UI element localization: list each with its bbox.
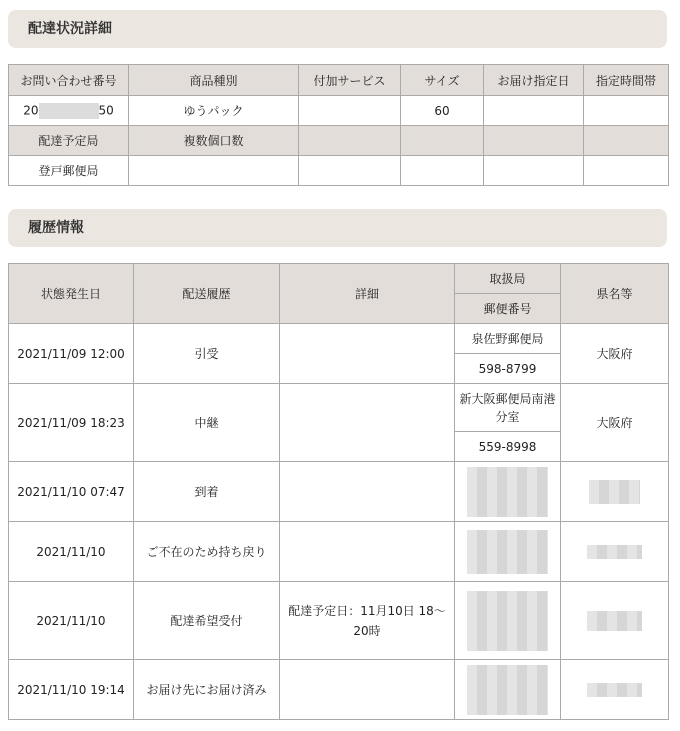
header-delivery-date: お届け指定日 — [484, 65, 584, 96]
delivery-history: 引受 — [134, 324, 280, 384]
delivery-office-value: 登戸郵便局 — [9, 156, 129, 186]
product-type-value: ゆうパック — [129, 96, 299, 126]
header-postal-code: 郵便番号 — [455, 294, 561, 324]
redacted-prefecture — [561, 582, 669, 660]
time-slot-value — [584, 96, 669, 126]
header-delivery-office: 配達予定局 — [9, 126, 129, 156]
handling-office: 泉佐野郵便局 — [455, 324, 561, 354]
delivery-history: 配達希望受付 — [134, 582, 280, 660]
delivery-history: お届け先にお届け済み — [134, 660, 280, 720]
tracking-number-cell — [9, 96, 129, 126]
header-size: サイズ — [401, 65, 484, 96]
postal-code: 559-8998 — [455, 432, 561, 462]
tracking-number-suffix: 50 — [98, 103, 114, 117]
delivery-history: ご不在のため持ち戻り — [134, 522, 280, 582]
header-time-slot: 指定時間帯 — [584, 65, 669, 96]
redacted-office — [455, 582, 561, 660]
status-date: 2021/11/10 07:47 — [9, 462, 134, 522]
table-row — [9, 522, 669, 582]
prefecture: 大阪府 — [561, 324, 669, 384]
prefecture: 大阪府 — [561, 384, 669, 462]
header-package-count: 複数個口数 — [129, 126, 299, 156]
header-status-date: 状態発生日 — [9, 264, 134, 324]
redacted-prefecture — [561, 462, 669, 522]
detail — [280, 660, 455, 720]
header-tracking-number: お問い合わせ番号 — [9, 65, 129, 96]
delivery-date-value — [484, 96, 584, 126]
detail — [280, 384, 455, 462]
header-product-type: 商品種別 — [129, 65, 299, 96]
redacted-office — [455, 522, 561, 582]
size-value: 60 — [401, 96, 484, 126]
header-delivery-history: 配送履歴 — [134, 264, 280, 324]
postal-code: 598-8799 — [455, 354, 561, 384]
header-handling-office: 取扱局 — [455, 264, 561, 294]
delivery-history: 到着 — [134, 462, 280, 522]
detail — [280, 462, 455, 522]
redacted-prefecture — [561, 660, 669, 720]
table-row — [9, 660, 669, 720]
package-count-value — [129, 156, 299, 186]
table-row — [9, 324, 669, 354]
header-additional-service: 付加サービス — [299, 65, 401, 96]
detail — [280, 522, 455, 582]
detail: 配達予定日：11月10日 18〜20時 — [280, 582, 455, 660]
history-table — [8, 263, 669, 720]
status-date: 2021/11/10 — [9, 522, 134, 582]
detail — [280, 324, 455, 384]
redacted-tracking-digits — [39, 103, 99, 119]
header-prefecture: 県名等 — [561, 264, 669, 324]
table-row — [9, 462, 669, 522]
delivery-status-table — [8, 64, 669, 186]
status-date: 2021/11/10 — [9, 582, 134, 660]
delivery-history: 中継 — [134, 384, 280, 462]
table-row — [9, 582, 669, 660]
header-detail: 詳細 — [280, 264, 455, 324]
redacted-office — [455, 462, 561, 522]
tracking-number-prefix: 20 — [23, 103, 39, 117]
table-row — [9, 384, 669, 432]
redacted-prefecture — [561, 522, 669, 582]
section-title-delivery-status: 配達状況詳細 — [8, 10, 667, 48]
additional-service-value — [299, 96, 401, 126]
redacted-office — [455, 660, 561, 720]
status-date: 2021/11/09 12:00 — [9, 324, 134, 384]
section-title-history: 履歴情報 — [8, 209, 667, 247]
status-date: 2021/11/10 19:14 — [9, 660, 134, 720]
status-date: 2021/11/09 18:23 — [9, 384, 134, 462]
handling-office: 新大阪郵便局南港分室 — [455, 384, 561, 432]
